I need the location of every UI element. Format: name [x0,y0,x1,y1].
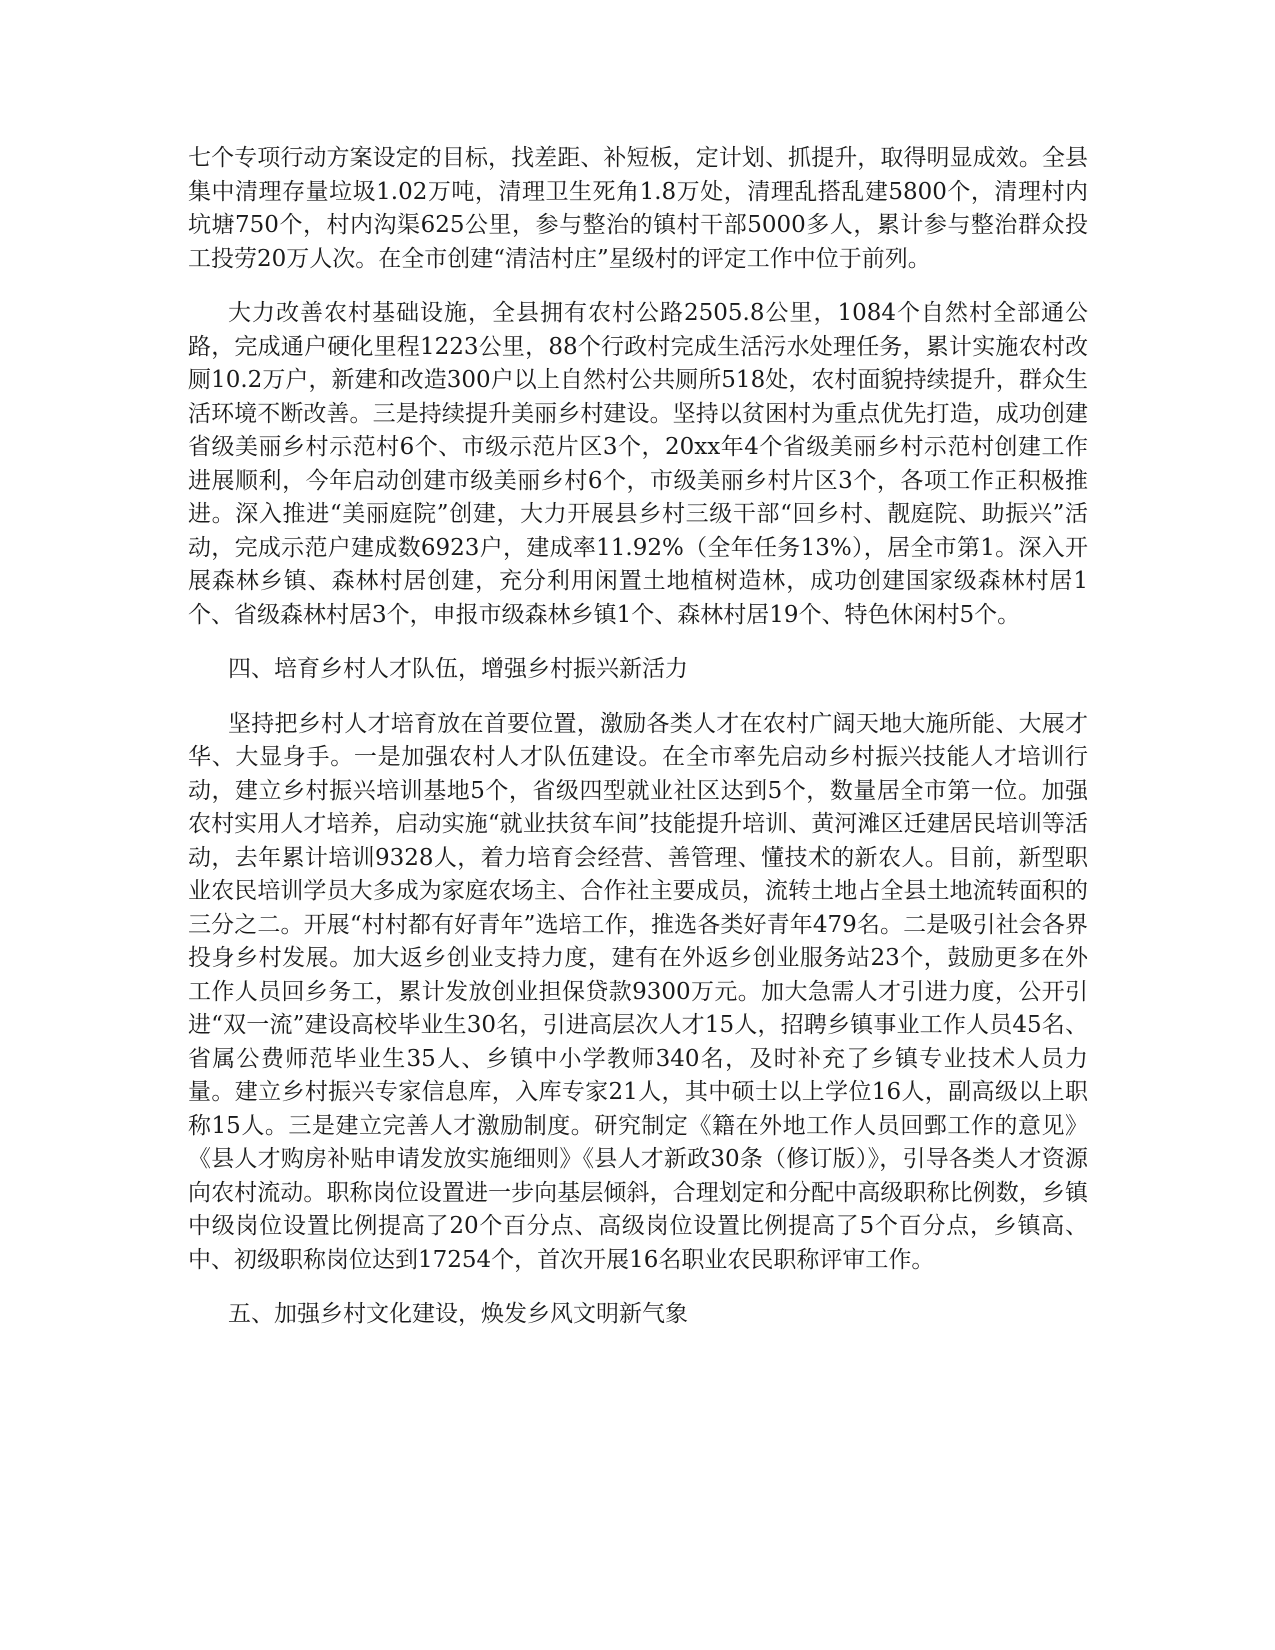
paragraph-rural-infrastructure: 大力改善农村基础设施，全县拥有农村公路2505.8公里，1084个自然村全部通公路，完成通户硬化里程1223公里，88个行政村完成生活污水处理任务，累计实施农村改厕10.2万户，新建和改造300户以上自然村公共厕所518处，农村面貌持续提升，群众生活环境不断改善。三是持续提升美丽乡村建设。坚持以贫困村为重点优先打造，成功创建省级美丽乡村示范村6个、市级示范片区3个，20xx年4个省级美丽乡村示范村创建工作进展顺利，今年启动创建市级美丽乡村6个，市级美丽乡村片区3个，各项工作正积极推进。深入推进“美丽庭院”创建，大力开展县乡村三级干部“回乡村、靓庭院、助振兴”活动，完成示范户建成数6923户，建成率11.92%（全年任务13%），居全市第1。深入开展森林乡镇、森林村居创建，充分利用闲置土地植树造林，成功创建国家级森林村居1个、省级森林村居3个，申报市级森林乡镇1个、森林村居19个、特色休闲村5个。 [188,300,1088,628]
paragraph-cleanup-results: 七个专项行动方案设定的目标，找差距、补短板，定计划、抓提升，取得明显成效。全县集中清理存量垃圾1.02万吨，清理卫生死角1.8万处，清理乱搭乱建5800个，清理村内坑塘750个，村内沟渠625公里，参与整治的镇村干部5000多人，累计参与整治群众投工投劳20万人次。在全市创建“清洁村庄”星级村的评定工作中位于前列。 [188,145,1088,272]
document-page [188,142,1088,1353]
paragraph-talent-cultivation: 坚持把乡村人才培育放在首要位置，激励各类人才在农村广阔天地大施所能、大展才华、大显身手。一是加强农村人才队伍建设。在全市率先启动乡村振兴技能人才培训行动，建立乡村振兴培训基地5个，省级四型就业社区达到5个，数量居全市第一位。加强农村实用人才培养，启动实施“就业扶贫车间”技能提升培训、黄河滩区迁建居民培训等活动，去年累计培训9328人，着力培育会经营、善管理、懂技术的新农人。目前，新型职业农民培训学员大多成为家庭农场主、合作社主要成员，流转土地占全县土地流转面积的三分之二。开展“村村都有好青年”选培工作，推选各类好青年479名。二是吸引社会各界投身乡村发展。加大返乡创业支持力度，建有在外返乡创业服务站23个，鼓励更多在外工作人员回乡务工，累计发放创业担保贷款9300万元。加大急需人才引进力度，公开引进“双一流”建设高校毕业生30名，引进高层次人才15人，招聘乡镇事业工作人员45名、省属公费师范毕业生35人、乡镇中小学教师340名，及时补充了乡镇专业技术人员力量。建立乡村振兴专家信息库，入库专家21人，其中硕士以上学位16人，副高级以上职称15人。三是建立完善人才激励制度。研究制定《籍在外地工作人员回鄄工作的意见》《县人才购房补贴申请发放实施细则》《县人才新政30条（修订版）》，引导各类人才资源向农村流动。职称岗位设置进一步向基层倾斜，合理划定和分配中高级职称比例数，乡镇中级岗位设置比例提高了20个百分点、高级岗位设置比例提高了5个百分点，乡镇高、中、初级职称岗位达到17254个，首次开展16名职业农民职称评审工作。 [188,710,1088,1273]
section-heading-talent: 四、培育乡村人才队伍，增强乡村振兴新活力 [228,656,688,682]
section-heading-culture: 五、加强乡村文化建设，焕发乡风文明新气象 [228,1301,688,1327]
